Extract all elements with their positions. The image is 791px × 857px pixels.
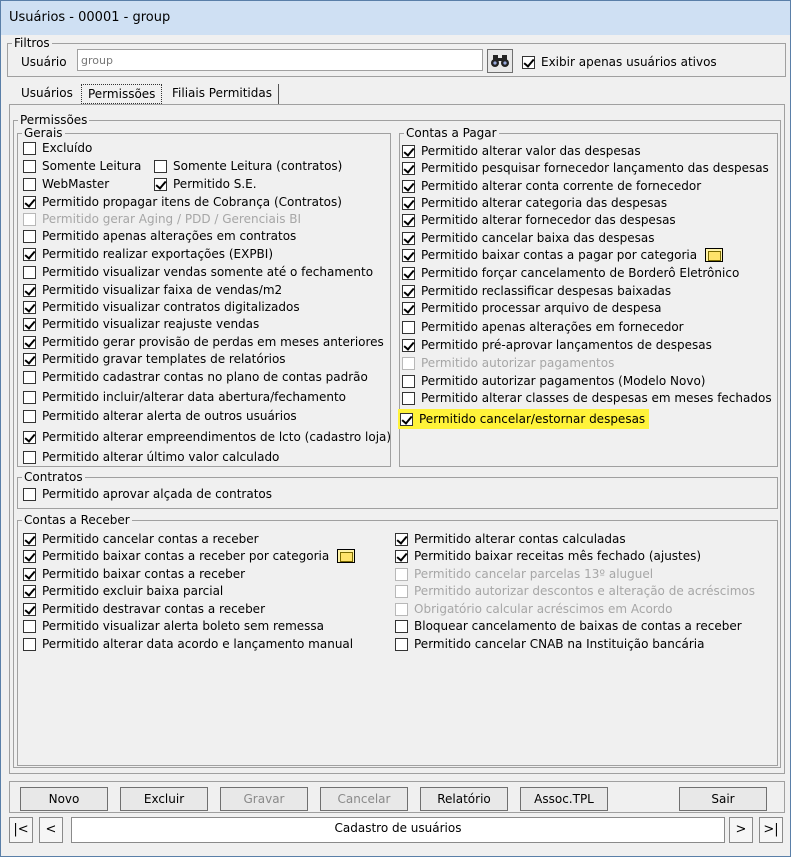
gerais-checkbox-label: WebMaster <box>42 177 110 191</box>
contas-pagar-checkbox-label: Permitido alterar classes de despesas em meses fechados <box>421 391 772 405</box>
contas-pagar-checkbox-box[interactable] <box>402 249 415 262</box>
gerais-checkbox[interactable] <box>23 246 273 262</box>
gerais-checkbox[interactable] <box>23 176 109 192</box>
contas-pagar-legend: Contas a Pagar <box>406 126 497 140</box>
tab-usuarios[interactable]: Usuários <box>21 86 73 100</box>
contas-pagar-checkbox-box[interactable] <box>402 392 415 405</box>
excluir-button[interactable]: Excluir <box>120 787 208 811</box>
gerais-checkbox-label: Permitido S.E. <box>173 177 257 191</box>
contas-pagar-checkbox-label: Permitido alterar conta corrente de fornecedor <box>421 179 702 193</box>
gerais-checkbox[interactable] <box>23 449 279 465</box>
contas-pagar-checkbox[interactable] <box>402 283 671 299</box>
cancelar-button[interactable]: Cancelar <box>320 787 408 811</box>
contas-receber-checkbox[interactable] <box>395 566 653 582</box>
contas-pagar-checkbox-box[interactable] <box>402 232 415 245</box>
contas-pagar-checkbox-box[interactable] <box>402 375 415 388</box>
contas-receber-checkbox-box[interactable] <box>395 568 408 581</box>
contas-receber-checkbox-label: Bloquear cancelamento de baixas de contas a receber <box>414 619 742 633</box>
only-active-label: Exibir apenas usuários ativos <box>541 55 717 69</box>
contas-receber-checkbox-box[interactable] <box>395 603 408 616</box>
relatorio-button[interactable]: Relatório <box>420 787 508 811</box>
title-bar <box>1 1 790 35</box>
gerais-checkbox-box[interactable] <box>23 248 36 261</box>
contratos-checkbox-label: Permitido aprovar alçada de contratos <box>42 487 273 501</box>
gerais-checkbox[interactable] <box>23 389 346 405</box>
contas-receber-checkbox-box[interactable] <box>395 550 408 563</box>
contas-pagar-checkbox[interactable] <box>402 143 641 159</box>
next-record-button[interactable]: > <box>729 817 753 843</box>
gerais-checkbox-label: Permitido realizar exportações (EXPBI) <box>42 247 274 261</box>
gerais-checkbox-box[interactable] <box>23 371 36 384</box>
contratos-legend: Contratos <box>24 470 83 484</box>
contas-pagar-checkbox[interactable] <box>402 373 705 389</box>
contas-pagar-checkbox-label: Permitido alterar fornecedor das despesas <box>421 213 676 227</box>
status-text: Cadastro de usuários <box>334 821 462 835</box>
gerais-checkbox-label: Permitido alterar último valor calculado <box>42 450 280 464</box>
gerais-checkbox-label: Permitido gerar Aging / PDD / Gerenciais BI <box>42 212 302 226</box>
contas-receber-checkbox-box[interactable] <box>23 568 36 581</box>
user-input[interactable] <box>77 49 483 71</box>
gerais-checkbox-box[interactable] <box>23 410 36 423</box>
contas-receber-checkbox[interactable] <box>395 531 626 547</box>
contas-pagar-checkbox-box[interactable] <box>400 413 413 426</box>
contas-receber-checkbox-label: Permitido baixar contas a receber por categoria <box>42 549 330 563</box>
gerais-checkbox-label: Permitido propagar itens de Cobrança (Contratos) <box>42 195 342 209</box>
gerais-checkbox[interactable] <box>154 158 342 174</box>
contas-receber-checkbox-label: Permitido visualizar alerta boleto sem remessa <box>42 619 324 633</box>
gerais-checkbox[interactable] <box>23 228 296 244</box>
contas-pagar-checkbox-box[interactable] <box>402 180 415 193</box>
contas-pagar-checkbox[interactable] <box>402 247 723 263</box>
contas-receber-checkbox-box[interactable] <box>23 638 36 651</box>
gerais-checkbox[interactable] <box>23 316 259 332</box>
gerais-checkbox-box[interactable] <box>23 142 36 155</box>
contas-receber-checkbox-box[interactable] <box>23 550 36 563</box>
gerais-checkbox[interactable] <box>23 351 286 367</box>
gerais-checkbox-label: Permitido alterar empreendimentos de lcto (cadastro loja) <box>42 430 392 444</box>
contas-receber-checkbox-box[interactable] <box>23 620 36 633</box>
contas-pagar-checkbox-label: Permitido cancelar baixa das despesas <box>421 231 655 245</box>
gerais-checkbox-label: Somente Leitura (contratos) <box>173 159 343 173</box>
status-bar <box>71 817 725 843</box>
contas-receber-checkbox-label: Permitido excluir baixa parcial <box>42 584 224 598</box>
contas-pagar-checkbox-box[interactable] <box>402 197 415 210</box>
filters-legend: Filtros <box>14 36 50 50</box>
contas-receber-checkbox-label: Permitido cancelar contas a receber <box>42 532 259 546</box>
gerais-checkbox[interactable] <box>23 429 391 445</box>
gerais-checkbox-box[interactable] <box>23 266 36 279</box>
gerais-checkbox-label: Permitido visualizar reajuste vendas <box>42 317 260 331</box>
gerais-checkbox-box[interactable] <box>23 213 36 226</box>
gerais-checkbox-box[interactable] <box>23 431 36 444</box>
contas-receber-checkbox[interactable] <box>395 548 701 564</box>
contas-pagar-checkbox[interactable] <box>402 337 712 353</box>
gerais-checkbox-label: Permitido visualizar vendas somente até o fechamento <box>42 265 374 279</box>
contas-pagar-checkbox[interactable] <box>402 230 654 246</box>
gerais-checkbox[interactable] <box>23 211 301 227</box>
gerais-checkbox[interactable] <box>154 176 257 192</box>
gerais-checkbox-box[interactable] <box>154 178 167 191</box>
contas-receber-legend: Contas a Receber <box>24 513 130 527</box>
contas-pagar-checkbox-label: Permitido alterar valor das despesas <box>421 144 641 158</box>
permissions-legend: Permissões <box>20 113 88 127</box>
contas-pagar-checkbox-label: Permitido autorizar pagamentos (Modelo Novo) <box>421 374 706 388</box>
contas-pagar-checkbox-label: Permitido pesquisar fornecedor lançamento das despesas <box>421 161 769 175</box>
gerais-checkbox-box[interactable] <box>23 318 36 331</box>
contas-pagar-checkbox[interactable] <box>402 319 684 335</box>
contas-receber-checkbox-box[interactable] <box>23 585 36 598</box>
gerais-checkbox-box[interactable] <box>23 230 36 243</box>
folder-icon[interactable] <box>705 248 723 262</box>
contas-receber-checkbox-label: Permitido cancelar CNAB na Instituição bancária <box>414 637 705 651</box>
contas-receber-checkbox-box[interactable] <box>395 585 408 598</box>
gerais-checkbox[interactable] <box>23 408 297 424</box>
contas-receber-checkbox[interactable] <box>395 601 673 617</box>
gerais-checkbox[interactable] <box>23 282 282 298</box>
only-active-checkbox[interactable] <box>522 54 717 70</box>
contas-receber-checkbox[interactable] <box>23 566 245 582</box>
prev-record-button[interactable]: < <box>39 817 63 843</box>
gerais-checkbox-box[interactable] <box>23 178 36 191</box>
contas-pagar-checkbox-label: Permitido apenas alterações em fornecedor <box>421 320 684 334</box>
gerais-checkbox[interactable] <box>23 299 300 315</box>
gerais-checkbox-label: Somente Leitura <box>42 159 142 173</box>
contas-pagar-checkbox-label: Permitido forçar cancelamento de Borderô Eletrônico <box>421 266 740 280</box>
contas-pagar-checkbox-box[interactable] <box>402 162 415 175</box>
contas-pagar-checkbox-box[interactable] <box>402 321 415 334</box>
contas-pagar-checkbox-label: Permitido reclassificar despesas baixadas <box>421 284 672 298</box>
gerais-checkbox-label: Excluído <box>42 141 93 155</box>
contas-receber-checkbox[interactable] <box>23 583 223 599</box>
contas-pagar-checkbox-box[interactable] <box>402 339 415 352</box>
contas-pagar-checkbox-box[interactable] <box>402 214 415 227</box>
contas-receber-checkbox-label: Permitido alterar data acordo e lançamento manual <box>42 637 354 651</box>
search-button[interactable] <box>487 49 513 73</box>
gerais-checkbox-label: Permitido gravar templates de relatórios <box>42 352 286 366</box>
contas-pagar-checkbox[interactable] <box>402 265 739 281</box>
gerais-checkbox[interactable] <box>23 264 373 280</box>
contas-receber-checkbox-box[interactable] <box>395 533 408 546</box>
contas-pagar-checkbox-label: Permitido processar arquivo de despesa <box>421 301 662 315</box>
binoculars-icon <box>488 50 512 72</box>
contas-receber-checkbox[interactable] <box>23 531 259 547</box>
contas-pagar-checkbox[interactable] <box>402 355 614 371</box>
folder-icon[interactable] <box>337 549 355 563</box>
gerais-legend: Gerais <box>24 126 63 140</box>
contas-pagar-checkbox-label: Permitido pré-aprovar lançamentos de despesas <box>421 338 712 352</box>
contas-receber-checkbox-label: Obrigatório calcular acréscimos em Acordo <box>414 602 673 616</box>
contas-pagar-checkbox-box[interactable] <box>402 145 415 158</box>
contas-pagar-checkbox[interactable] <box>402 195 667 211</box>
contratos-checkbox[interactable] <box>23 486 272 502</box>
only-active-box[interactable] <box>522 56 535 69</box>
contas-receber-checkbox[interactable] <box>23 548 355 564</box>
contas-pagar-checkbox-box[interactable] <box>402 267 415 280</box>
contas-receber-checkbox[interactable] <box>395 636 704 652</box>
gerais-checkbox-label: Permitido incluir/alterar data abertura/fechamento <box>42 390 347 404</box>
contas-receber-checkbox-label: Permitido cancelar parcelas 13º aluguel <box>414 567 654 581</box>
window-title: Usuários - 00001 - group <box>9 10 171 25</box>
contas-receber-checkbox[interactable] <box>23 601 265 617</box>
contas-pagar-checkbox-box[interactable] <box>402 302 415 315</box>
contas-pagar-checkbox-box[interactable] <box>402 285 415 298</box>
contas-receber-checkbox[interactable] <box>23 618 324 634</box>
gerais-checkbox[interactable] <box>23 140 92 156</box>
contas-pagar-checkbox-label: Permitido autorizar pagamentos <box>421 356 615 370</box>
gerais-checkbox-box[interactable] <box>23 451 36 464</box>
contas-pagar-checkbox[interactable] <box>402 212 676 228</box>
assoc-tpl-button[interactable]: Assoc.TPL <box>520 787 608 811</box>
gerais-checkbox-box[interactable] <box>23 353 36 366</box>
contas-receber-checkbox-box[interactable] <box>395 620 408 633</box>
contas-pagar-checkbox-label: Permitido baixar contas a pagar por categoria <box>421 248 698 262</box>
gerais-checkbox-box[interactable] <box>23 160 36 173</box>
contas-receber-checkbox-box[interactable] <box>23 533 36 546</box>
gerais-checkbox[interactable] <box>23 194 342 210</box>
contas-pagar-checkbox[interactable] <box>402 390 772 406</box>
tab-permissoes[interactable]: Permissões <box>81 84 162 104</box>
gerais-checkbox-box[interactable] <box>23 284 36 297</box>
contas-receber-checkbox-label: Permitido autorizar descontos e alteração de acréscimos <box>414 584 755 598</box>
contratos-checkbox-box[interactable] <box>23 488 36 501</box>
gerais-checkbox-label: Permitido cadastrar contas no plano de contas padrão <box>42 370 368 384</box>
contas-receber-checkbox-box[interactable] <box>395 638 408 651</box>
tab-filiais-permitidas[interactable]: Filiais Permitidas <box>166 84 279 104</box>
gerais-checkbox-box[interactable] <box>154 160 167 173</box>
contas-receber-checkbox[interactable] <box>395 583 755 599</box>
first-record-button[interactable]: |< <box>9 817 33 843</box>
contas-receber-checkbox[interactable] <box>23 636 353 652</box>
gravar-button[interactable]: Gravar <box>220 787 308 811</box>
contas-pagar-checkbox[interactable] <box>402 178 701 194</box>
gerais-checkbox-label: Permitido gerar provisão de perdas em meses anteriores <box>42 335 384 349</box>
novo-button[interactable]: Novo <box>20 787 108 811</box>
contas-pagar-checkbox[interactable] <box>402 160 769 176</box>
contas-receber-checkbox[interactable] <box>395 618 742 634</box>
contas-receber-checkbox-label: Permitido alterar contas calculadas <box>414 532 626 546</box>
contas-receber-checkbox-label: Permitido destravar contas a receber <box>42 602 266 616</box>
contas-pagar-checkbox[interactable] <box>398 409 649 429</box>
gerais-checkbox-label: Permitido apenas alterações em contratos <box>42 229 297 243</box>
last-record-button[interactable]: >| <box>759 817 783 843</box>
gerais-checkbox-box[interactable] <box>23 196 36 209</box>
sair-button[interactable]: Sair <box>679 787 767 811</box>
gerais-checkbox-label: Permitido alterar alerta de outros usuários <box>42 409 297 423</box>
user-label: Usuário <box>21 55 67 69</box>
gerais-checkbox-box[interactable] <box>23 336 36 349</box>
contas-pagar-checkbox-label: Permitido cancelar/estornar despesas <box>419 412 646 426</box>
gerais-checkbox-label: Permitido visualizar faixa de vendas/m2 <box>42 283 283 297</box>
gerais-checkbox-label: Permitido visualizar contratos digitalizados <box>42 300 300 314</box>
gerais-checkbox[interactable] <box>23 158 141 174</box>
gerais-checkbox-box[interactable] <box>23 301 36 314</box>
gerais-checkbox[interactable] <box>23 334 384 350</box>
gerais-checkbox[interactable] <box>23 369 368 385</box>
contas-pagar-checkbox-label: Permitido alterar categoria das despesas <box>421 196 668 210</box>
contas-pagar-checkbox[interactable] <box>402 300 662 316</box>
contas-receber-checkbox-label: Permitido baixar contas a receber <box>42 567 246 581</box>
contas-receber-checkbox-label: Permitido baixar receitas mês fechado (ajustes) <box>414 549 702 563</box>
contas-receber-checkbox-box[interactable] <box>23 603 36 616</box>
contas-pagar-checkbox-box[interactable] <box>402 357 415 370</box>
gerais-checkbox-box[interactable] <box>23 391 36 404</box>
